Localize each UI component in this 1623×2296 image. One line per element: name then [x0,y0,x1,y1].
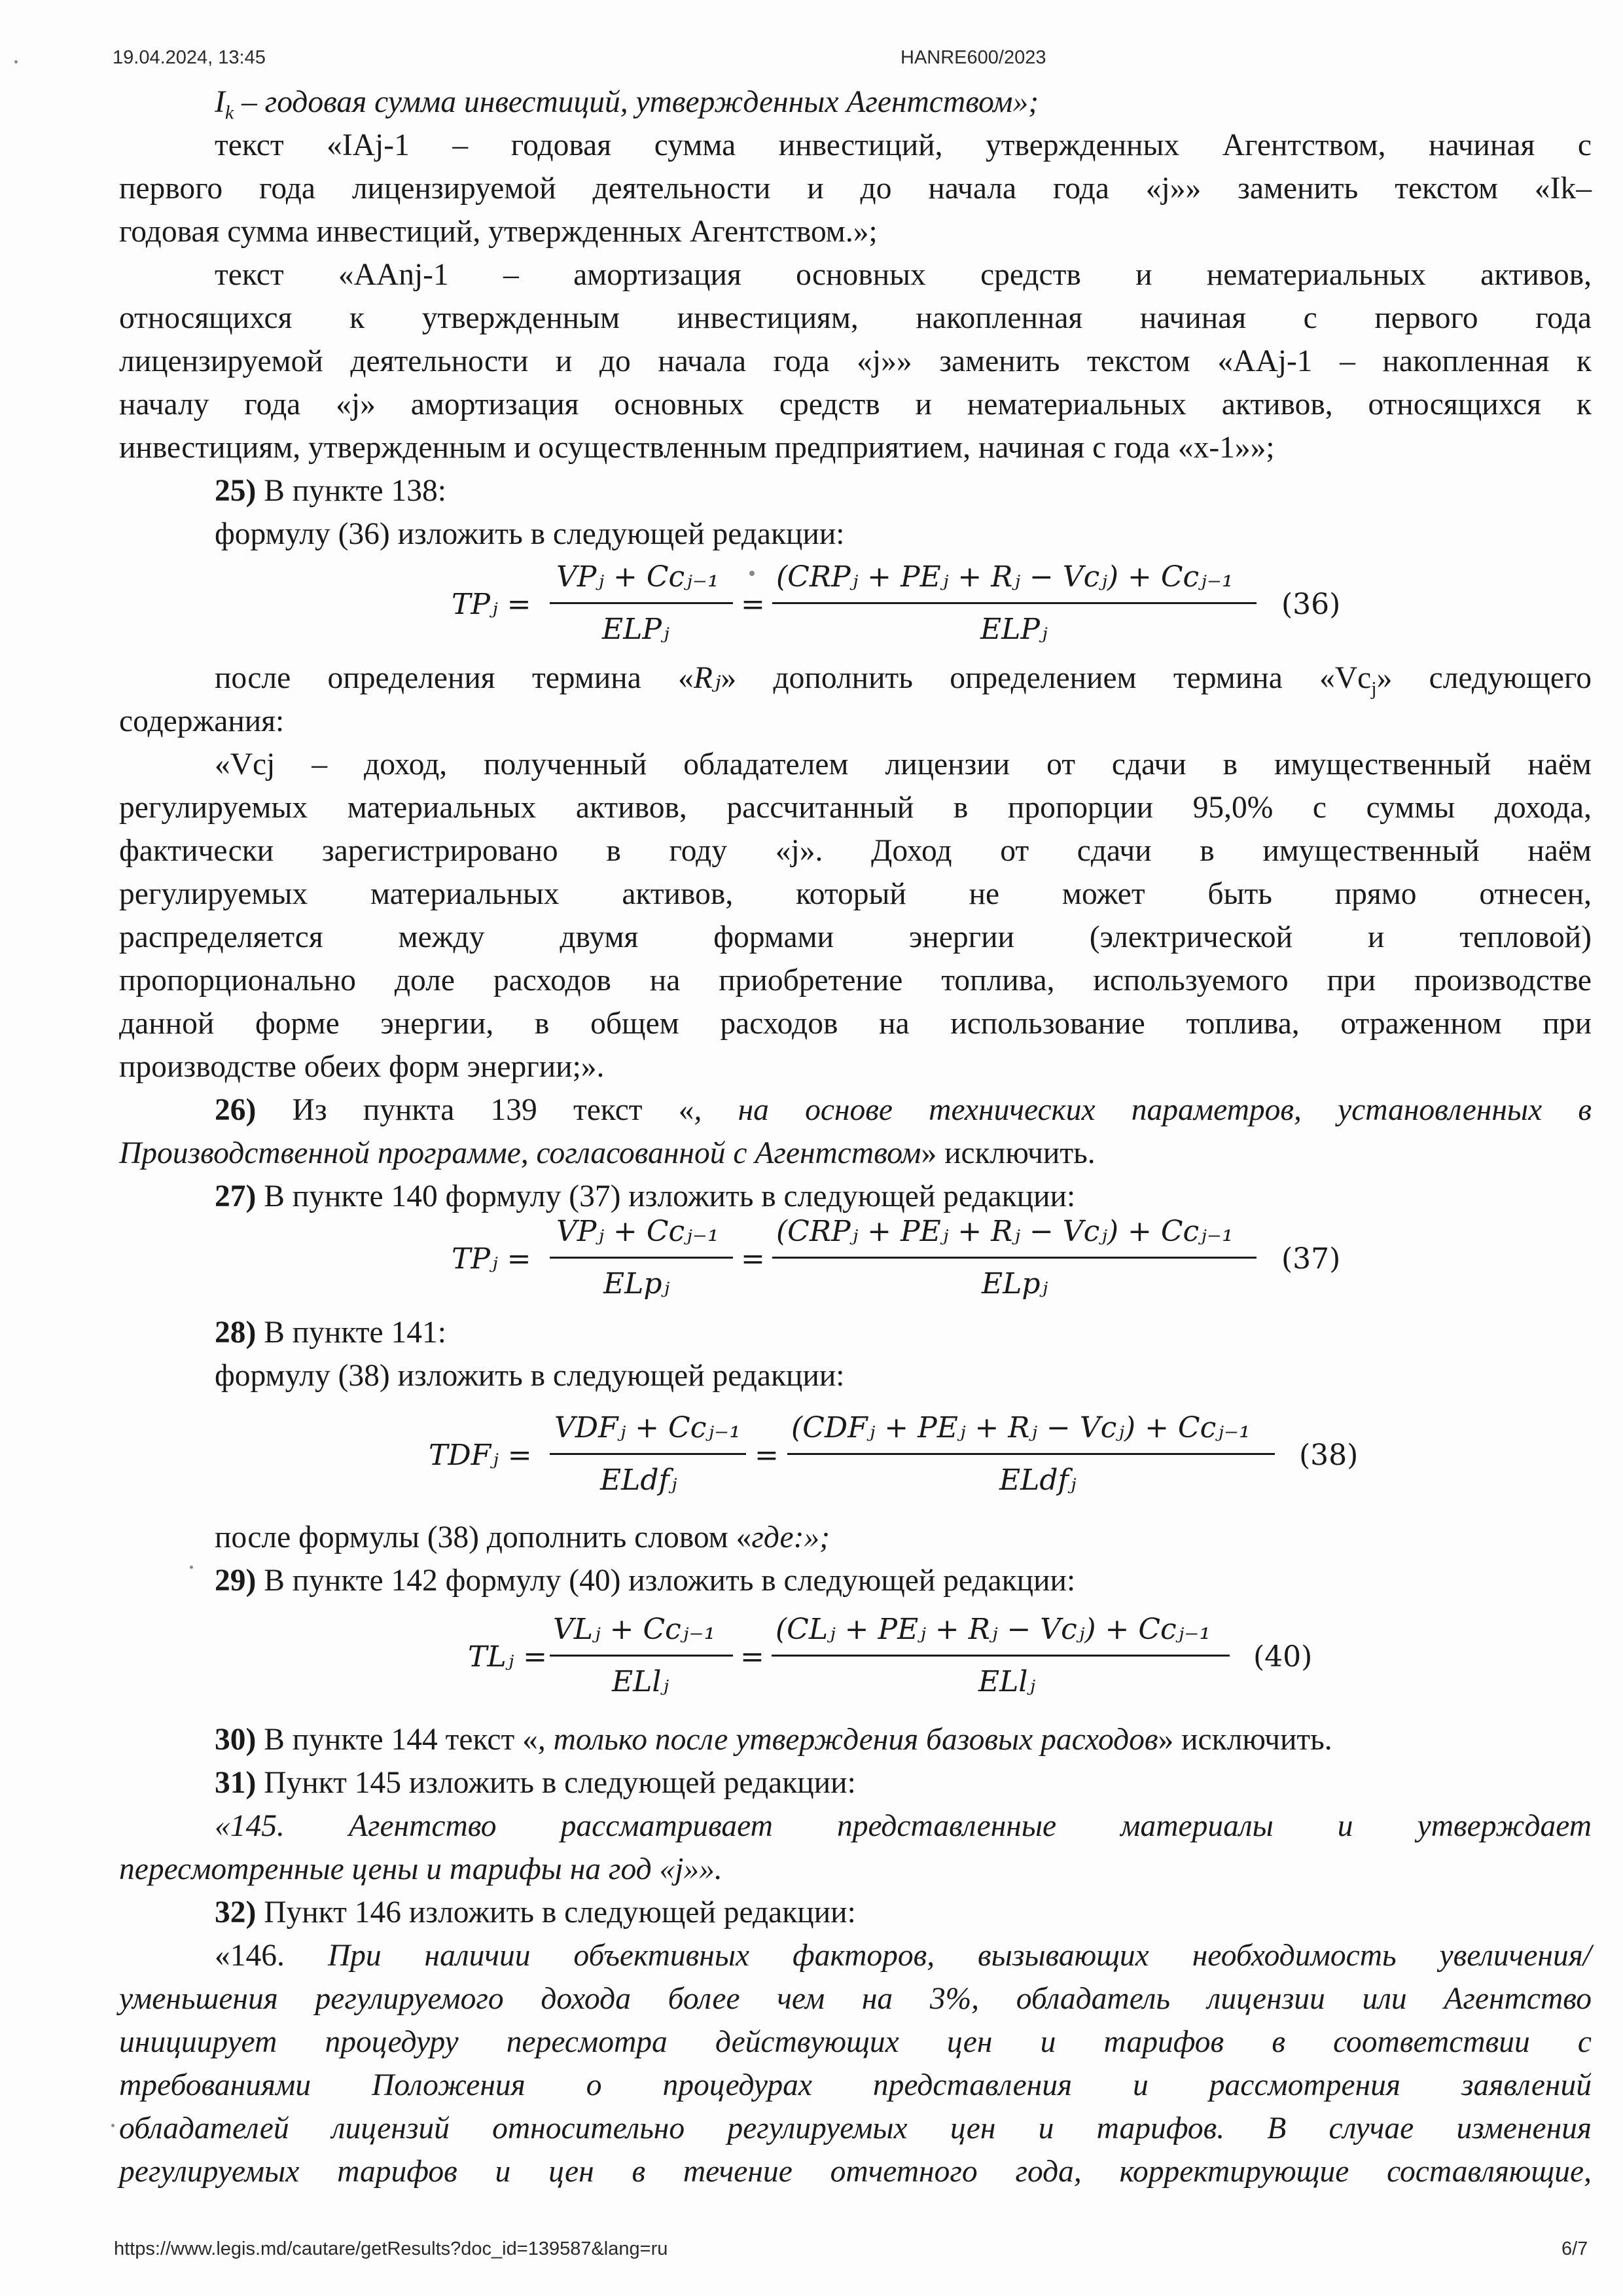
quote-145-line: пересмотренные цены и тарифы на год «j»». [119,1852,722,1886]
text-line: лицензируемой деятельности и до начала года «j»» заменить текстом «AAj-1 – накопленная к [119,344,1592,378]
item-28-text: формулу (38) изложить в следующей редакции: [215,1359,845,1393]
source-url: https://www.legis.md/cautare/getResults?doc_id=139587&lang=ru [114,2238,668,2259]
quote-146-line: регулируемых тарифов и цен в течение отчетного года, корректирующие составляющие, [119,2155,1592,2189]
formula-38: TDFⱼ = VDFⱼ + Ccⱼ₋₁ ELdfⱼ = (CDFⱼ + PEⱼ + Rⱼ − Vcⱼ) + Ccⱼ₋₁ ELdfⱼ (38) [429,1411,1359,1497]
item-30-heading: 30) В пункте 144 текст «, только после утверждения базовых расходов» исключить. [215,1723,1332,1757]
text-line: содержания: [119,704,285,738]
formula-37: TPⱼ = VPⱼ + Ccⱼ₋₁ ELpⱼ = (CRPⱼ + PEⱼ + Rⱼ − Vcⱼ) + Ccⱼ₋₁ ELpⱼ (37) [452,1215,1341,1300]
item-32-heading: 32) Пункт 146 изложить в следующей редакции: [215,1895,856,1929]
scan-speck [14,60,18,63]
text-line: началу года «j» амортизация основных средств и нематериальных активов, относящихся к [119,387,1592,422]
item-29-heading: 29) В пункте 142 формулу (40) изложить в следующей редакции: [215,1564,1076,1598]
quote-146-line: «146. При наличии объективных факторов, вызывающих необходимость увеличения/ [215,1939,1592,1973]
scan-speck [190,1566,193,1569]
formula-36: TPⱼ = VPⱼ + Ccⱼ₋₁ ELPⱼ = (CRPⱼ + PEⱼ + Rⱼ − Vcⱼ) + Ccⱼ₋₁ ELPⱼ (36) [452,560,1341,646]
text-line: после определения термина «Rⱼ» дополнить определением термина «$Vc_j$» следующего [215,661,1592,700]
quote-146-line: обладателей лицензий относительно регулируемых цен и тарифов. В случае изменения [119,2111,1592,2145]
quote-146-line: уменьшения регулируемого дохода более чем на 3%, обладатель лицензии или Агентство [119,1982,1592,2016]
text-line: после формулы (38) дополнить словом «где:»; [215,1520,830,1554]
item-26-line-1: 26) Из пункта 139 текст «, на основе технических параметров, установленных в [215,1093,1592,1127]
scan-speck [111,2124,115,2127]
page-number: 6/7 [1561,2238,1588,2259]
item-28-heading: 28) В пункте 141: [215,1316,446,1350]
item-25-text: формулу (36) изложить в следующей редакции: [215,517,845,551]
text-line: регулируемых материальных активов, рассчитанный в пропорции 95,0% с суммы дохода, [119,791,1592,825]
text-line: регулируемых материальных активов, который не может быть прямо отнесен, [119,877,1592,911]
item-26-line-2: Производственной программе, согласованной с Агентством» исключить. [119,1136,1096,1170]
scan-speck [749,571,755,576]
print-date: 19.04.2024, 13:45 [113,47,266,68]
text-line: годовая сумма инвестиций, утвержденных Агентством.»; [119,215,878,249]
text-line: текст «AAnj-1 – амортизация основных средств и нематериальных активов, [215,258,1592,292]
text-line: распределяется между двумя формами энергии (электрической и тепловой) [119,920,1592,954]
item-31-heading: 31) Пункт 145 изложить в следующей редакции: [215,1766,856,1800]
ik-definition-line: $I_k$ – годовая сумма инвестиций, утвержденных Агентством»; [215,85,1039,124]
text-line: производстве обеих форм энергии;». [119,1050,605,1084]
item-25-heading: 25) В пункте 138: [215,474,446,508]
text-line: текст «IAj-1 – годовая сумма инвестиций, утвержденных Агентством, начиная с [215,128,1592,162]
text-line: пропорционально доле расходов на приобретение топлива, используемого при производстве [119,963,1592,997]
formula-40: TLⱼ = VLⱼ + Ccⱼ₋₁ ELlⱼ = (CLⱼ + PEⱼ + Rⱼ − Vcⱼ) + Ccⱼ₋₁ ELlⱼ (40) [468,1613,1313,1698]
text-line: инвестициям, утвержденным и осуществленным предприятием, начиная с года «x-1»»; [119,431,1275,465]
document-id: HANRE600/2023 [901,47,1046,68]
quote-146-line: требованиями Положения о процедурах представления и рассмотрения заявлений [119,2068,1592,2102]
text-line: данной форме энергии, в общем расходов на использование топлива, отраженном при [119,1007,1592,1041]
text-line: «Vcj – доход, полученный обладателем лицензии от сдачи в имущественный наём [215,747,1592,781]
item-27-heading: 27) В пункте 140 формулу (37) изложить в следующей редакции: [215,1179,1076,1213]
text-line: фактически зарегистрировано в году «j». Доход от сдачи в имущественный наём [119,834,1592,868]
quote-146-line: инициирует процедуру пересмотра действующих цен и тарифов в соответствии с [119,2025,1592,2059]
text-line: первого года лицензируемой деятельности и до начала года «j»» заменить текстом «Ik– [119,171,1592,206]
text-line: относящихся к утвержденным инвестициям, накопленная начиная с первого года [119,301,1592,335]
quote-145-line: «145. Агентство рассматривает представленные материалы и утверждает [215,1809,1592,1843]
